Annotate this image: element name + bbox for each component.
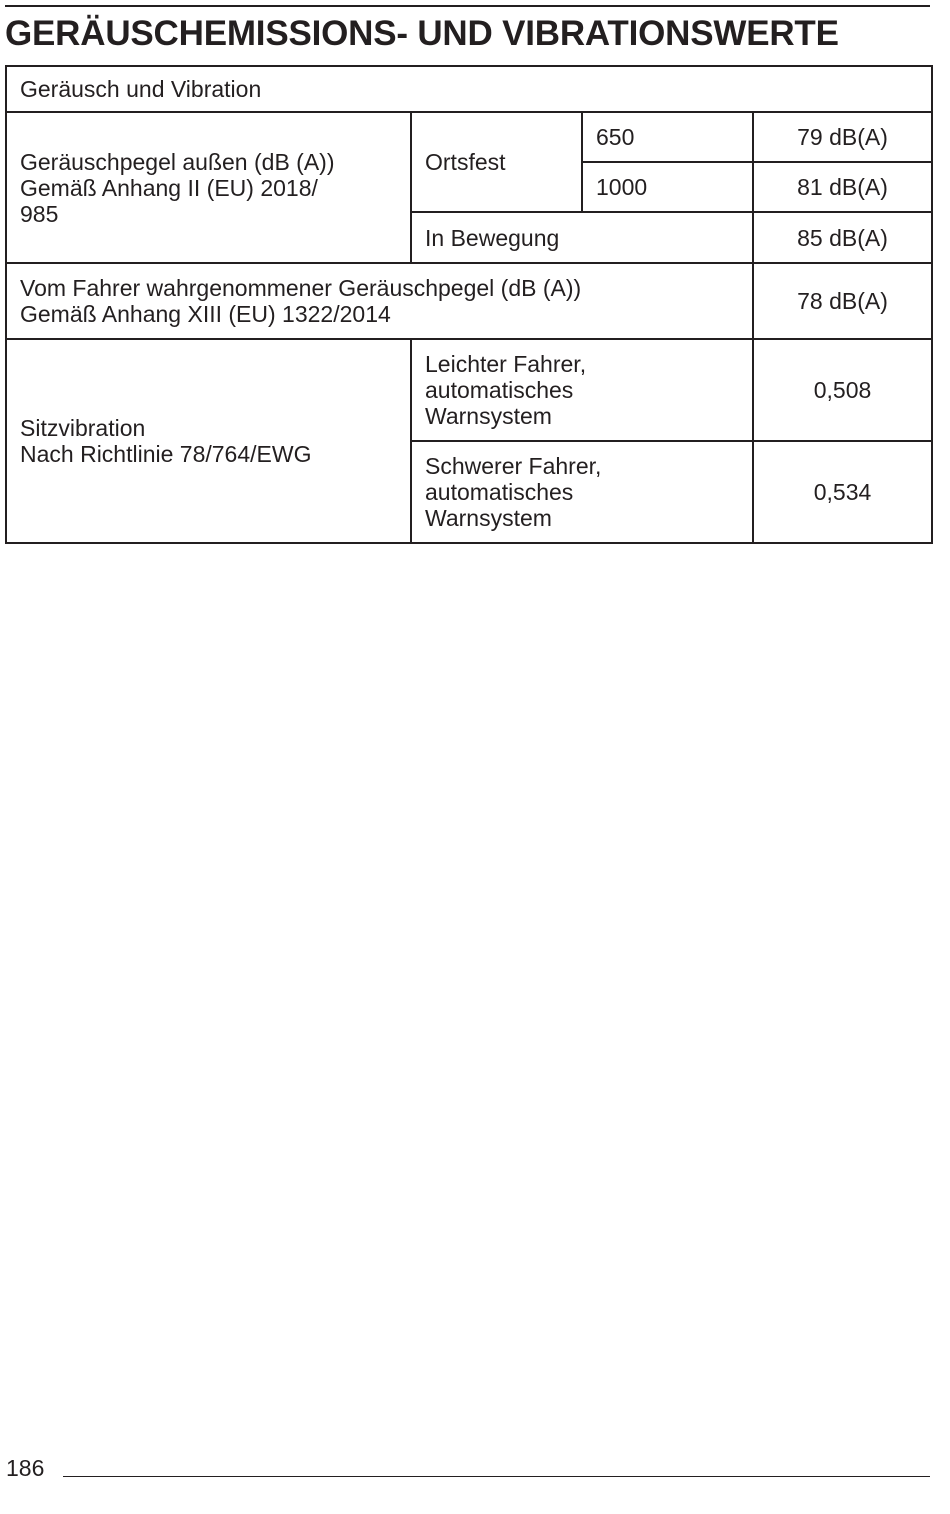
stationary-rpm-1000: 1000: [582, 162, 753, 212]
driver-noise-value: 78 dB(A): [753, 263, 932, 339]
stationary-value-1000: 81 dB(A): [753, 162, 932, 212]
seat-vibration-label: Sitzvibration Nach Richtlinie 78/764/EWG: [6, 339, 411, 543]
exterior-noise-label: Geräuschpegel außen (dB (A)) Gemäß Anhang II (EU) 2018/ 985: [6, 112, 411, 263]
table-row: [6, 263, 932, 339]
table-header-row: [6, 66, 932, 112]
moving-label: In Bewegung: [411, 212, 753, 263]
heavy-driver-label: Schwerer Fahrer, automatisches Warnsystem: [411, 441, 753, 543]
top-rule: [5, 5, 930, 7]
moving-value: 85 dB(A): [753, 212, 932, 263]
table-header-cell: Geräusch und Vibration: [6, 66, 932, 112]
heavy-driver-value: 0,534: [753, 441, 932, 543]
light-driver-label: Leichter Fahrer, automatisches Warnsystem: [411, 339, 753, 441]
driver-noise-label: Vom Fahrer wahrgenommener Geräuschpegel (dB (A)) Gemäß Anhang XIII (EU) 1322/2014: [6, 263, 753, 339]
page-title: GERÄUSCHEMISSIONS- UND VIBRATIONSWERTE: [5, 14, 839, 53]
table-row: [6, 112, 932, 162]
page-number: 186: [6, 1455, 45, 1481]
emissions-table: [5, 65, 933, 544]
stationary-rpm-650: 650: [582, 112, 753, 162]
light-driver-value: 0,508: [753, 339, 932, 441]
stationary-value-650: 79 dB(A): [753, 112, 932, 162]
footer-rule: [63, 1476, 930, 1477]
stationary-label: Ortsfest: [411, 112, 582, 212]
table-row: [6, 339, 932, 441]
